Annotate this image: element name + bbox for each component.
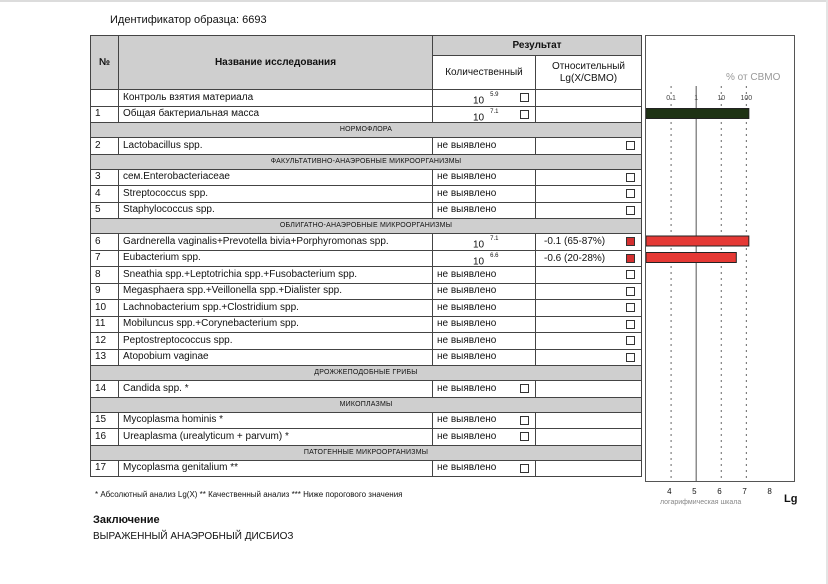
row-number: 1	[91, 106, 119, 123]
not-detected-text: не выявлено	[437, 204, 497, 216]
x-axis-unit: Lg	[784, 493, 798, 505]
relative-cell	[536, 429, 642, 446]
relative-cell	[536, 234, 642, 251]
quantitative-cell	[433, 381, 536, 398]
bar-total-mass	[646, 109, 749, 119]
x-tick-label: 4	[667, 487, 672, 496]
quantitative-cell	[433, 186, 536, 203]
quantitative-exponent: 7.1	[490, 236, 499, 242]
x-tick-label: 7	[742, 487, 747, 496]
section-row	[91, 219, 642, 234]
relative-cell	[536, 333, 642, 350]
table-row	[91, 138, 642, 155]
x-tick-label: 6	[717, 487, 722, 496]
not-detected-text: не выявлено	[437, 301, 497, 313]
pct-tick-label: 10	[717, 95, 726, 102]
conclusion-text: ВЫРАЖЕННЫЙ АНАЭРОБНЫЙ ДИСБИОЗ	[93, 531, 294, 542]
relative-cell	[536, 186, 642, 203]
log-scale-label: логарифмическая шкала	[660, 499, 742, 506]
checkbox-relative	[626, 270, 635, 279]
row-number: 4	[91, 186, 119, 203]
checkbox-relative	[626, 287, 635, 296]
table-row	[91, 186, 642, 203]
quantitative-value	[473, 235, 498, 250]
checkbox-quantitative	[520, 464, 529, 473]
table-row	[91, 90, 642, 107]
relative-cell	[536, 106, 642, 123]
quantitative-exponent: 5.9	[490, 92, 499, 98]
table-row	[91, 234, 642, 251]
quantitative-exponent: 6.6	[490, 252, 499, 259]
header-name: Название исследования	[119, 36, 433, 90]
quantitative-base: 10	[473, 239, 485, 250]
table-row	[91, 300, 642, 317]
row-number: 16	[91, 429, 119, 446]
checkbox-relative	[626, 141, 635, 150]
bar-anaerobe	[646, 236, 749, 246]
quantitative-cell	[433, 106, 536, 123]
test-name: сем.Enterobacteriaceae	[119, 169, 433, 186]
test-name: Lactobacillus spp.	[119, 138, 433, 155]
row-number: 7	[91, 250, 119, 267]
section-row	[91, 123, 642, 138]
table-row	[91, 106, 642, 123]
test-name: Candida spp. *	[119, 381, 433, 398]
x-tick-label: 5	[692, 487, 697, 496]
relative-cell	[536, 381, 642, 398]
section-title: МИКОПЛАЗМЫ	[91, 397, 642, 412]
table-row	[91, 267, 642, 284]
test-name: Общая бактериальная масса	[119, 106, 433, 123]
checkbox-relative	[626, 303, 635, 312]
not-detected-text: не выявлено	[437, 139, 497, 151]
not-detected-text: не выявлено	[437, 462, 497, 474]
checkbox-relative	[626, 320, 635, 329]
bar-anaerobe	[646, 253, 736, 263]
quantitative-cell	[433, 429, 536, 446]
not-detected-text: не выявлено	[437, 382, 497, 394]
table-row	[91, 412, 642, 429]
section-title: ОБЛИГАТНО-АНАЭРОБНЫЕ МИКРООРГАНИЗМЫ	[91, 219, 642, 234]
row-number: 12	[91, 333, 119, 350]
quantitative-cell	[433, 283, 536, 300]
table-row	[91, 202, 642, 219]
row-number: 8	[91, 267, 119, 284]
table-row	[91, 460, 642, 477]
not-detected-text: не выявлено	[437, 285, 497, 297]
quantitative-cell	[433, 316, 536, 333]
lg-chart	[645, 35, 795, 482]
quantitative-base: 10	[473, 111, 485, 123]
test-name: Lachnobacterium spp.+Clostridium spp.	[119, 300, 433, 317]
row-number: 5	[91, 202, 119, 219]
checkbox-relative	[626, 173, 635, 182]
quantitative-cell	[433, 202, 536, 219]
pct-tick-label: 0.1	[666, 95, 676, 102]
checkbox-quantitative	[520, 384, 529, 393]
relative-value: -0.6 (20-28%)	[544, 252, 606, 264]
header-num: №	[91, 36, 119, 90]
not-detected-text: не выявлено	[437, 268, 497, 280]
quantitative-cell	[433, 349, 536, 366]
quantitative-cell	[433, 267, 536, 284]
test-name: Mycoplasma hominis *	[119, 412, 433, 429]
relative-cell	[536, 300, 642, 317]
row-number: 17	[91, 460, 119, 477]
lg-chart-svg	[646, 36, 794, 481]
quantitative-cell	[433, 138, 536, 155]
header-result: Результат	[433, 36, 642, 56]
test-name: Atopobium vaginae	[119, 349, 433, 366]
pct-label: % от СВМО	[726, 72, 781, 83]
row-number: 14	[91, 381, 119, 398]
section-title: НОРМОФЛОРА	[91, 123, 642, 138]
relative-cell	[536, 90, 642, 107]
checkbox-quantitative	[520, 93, 529, 102]
test-name: Streptococcus spp.	[119, 186, 433, 203]
not-detected-text: не выявлено	[437, 171, 497, 183]
test-name: Megasphaera spp.+Veillonella spp.+Dialister spp.	[119, 283, 433, 300]
row-number: 9	[91, 283, 119, 300]
checkbox-relative	[626, 189, 635, 198]
checkbox-quantitative	[520, 110, 529, 119]
row-number: 13	[91, 349, 119, 366]
quantitative-cell	[433, 333, 536, 350]
row-number	[91, 90, 119, 107]
quantitative-cell	[433, 300, 536, 317]
quantitative-cell	[433, 90, 536, 107]
table-row	[91, 429, 642, 446]
checkbox-quantitative	[520, 432, 529, 441]
relative-cell	[536, 169, 642, 186]
row-number: 2	[91, 138, 119, 155]
checkbox-relative	[626, 353, 635, 362]
table-row	[91, 381, 642, 398]
section-title: ПАТОГЕННЫЕ МИКРООРГАНИЗМЫ	[91, 445, 642, 460]
table-row	[91, 333, 642, 350]
quantitative-cell	[433, 234, 536, 251]
pct-tick-label: 100	[740, 95, 753, 102]
flag-red-indicator	[626, 237, 635, 246]
pct-tick-label: 1	[694, 95, 699, 102]
relative-cell	[536, 316, 642, 333]
section-title: ФАКУЛЬТАТИВНО-АНАЭРОБНЫЕ МИКРООРГАНИЗМЫ	[91, 154, 642, 169]
relative-cell	[536, 202, 642, 219]
relative-cell	[536, 283, 642, 300]
not-detected-text: не выявлено	[437, 430, 497, 442]
checkbox-relative	[626, 336, 635, 345]
test-name: Gardnerella vaginalis+Prevotella bivia+Porphyromonas spp.	[119, 234, 433, 251]
section-row	[91, 397, 642, 412]
test-name: Mycoplasma genitalium **	[119, 460, 433, 477]
row-number: 11	[91, 316, 119, 333]
quantitative-value	[473, 108, 498, 123]
relative-cell	[536, 138, 642, 155]
conclusion-title: Заключение	[93, 514, 160, 526]
table-row	[91, 349, 642, 366]
quantitative-exponent: 7.1	[490, 108, 499, 115]
row-number: 3	[91, 169, 119, 186]
relative-cell	[536, 250, 642, 267]
not-detected-text: не выявлено	[437, 187, 497, 199]
row-number: 10	[91, 300, 119, 317]
test-name: Контроль взятия материала	[119, 90, 433, 107]
section-row	[91, 445, 642, 460]
quantitative-value	[473, 91, 498, 106]
test-name: Sneathia spp.+Leptotrichia spp.+Fusobacterium spp.	[119, 267, 433, 284]
checkbox-relative	[626, 206, 635, 215]
section-row	[91, 154, 642, 169]
header-relative: Относительный Lg(X/СВМО)	[536, 56, 642, 90]
test-name: Peptostreptococcus spp.	[119, 333, 433, 350]
section-row	[91, 366, 642, 381]
row-number: 15	[91, 412, 119, 429]
relative-value: -0.1 (65-87%)	[544, 236, 606, 247]
not-detected-text: не выявлено	[437, 414, 497, 426]
table-row	[91, 316, 642, 333]
not-detected-text: не выявлено	[437, 334, 497, 346]
relative-cell	[536, 349, 642, 366]
row-number: 6	[91, 234, 119, 251]
relative-cell	[536, 460, 642, 477]
test-name: Eubacterium spp.	[119, 250, 433, 267]
checkbox-quantitative	[520, 416, 529, 425]
table-row	[91, 169, 642, 186]
table-row	[91, 283, 642, 300]
quantitative-value	[473, 252, 498, 267]
results-body	[91, 90, 642, 477]
sample-id: Идентификатор образца: 6693	[110, 14, 267, 26]
x-tick-label: 8	[767, 487, 772, 496]
not-detected-text: не выявлено	[437, 351, 497, 363]
test-name: Ureaplasma (urealyticum + parvum) *	[119, 429, 433, 446]
not-detected-text: не выявлено	[437, 318, 497, 330]
quantitative-cell	[433, 250, 536, 267]
header-quantitative: Количественный	[433, 56, 536, 90]
section-title: ДРОЖЖЕПОДОБНЫЕ ГРИБЫ	[91, 366, 642, 381]
footnote: * Абсолютный анализ Lg(X) ** Качественный анализ *** Ниже порогового значения	[95, 490, 403, 499]
relative-cell	[536, 267, 642, 284]
quantitative-base: 10	[473, 95, 485, 106]
flag-red-indicator	[626, 254, 635, 263]
test-name: Mobiluncus spp.+Corynebacterium spp.	[119, 316, 433, 333]
results-table	[90, 35, 642, 477]
relative-cell	[536, 412, 642, 429]
quantitative-base: 10	[473, 255, 485, 267]
quantitative-cell	[433, 460, 536, 477]
table-row	[91, 250, 642, 267]
quantitative-cell	[433, 169, 536, 186]
test-name: Staphylococcus spp.	[119, 202, 433, 219]
quantitative-cell	[433, 412, 536, 429]
top-edge	[0, 0, 828, 2]
